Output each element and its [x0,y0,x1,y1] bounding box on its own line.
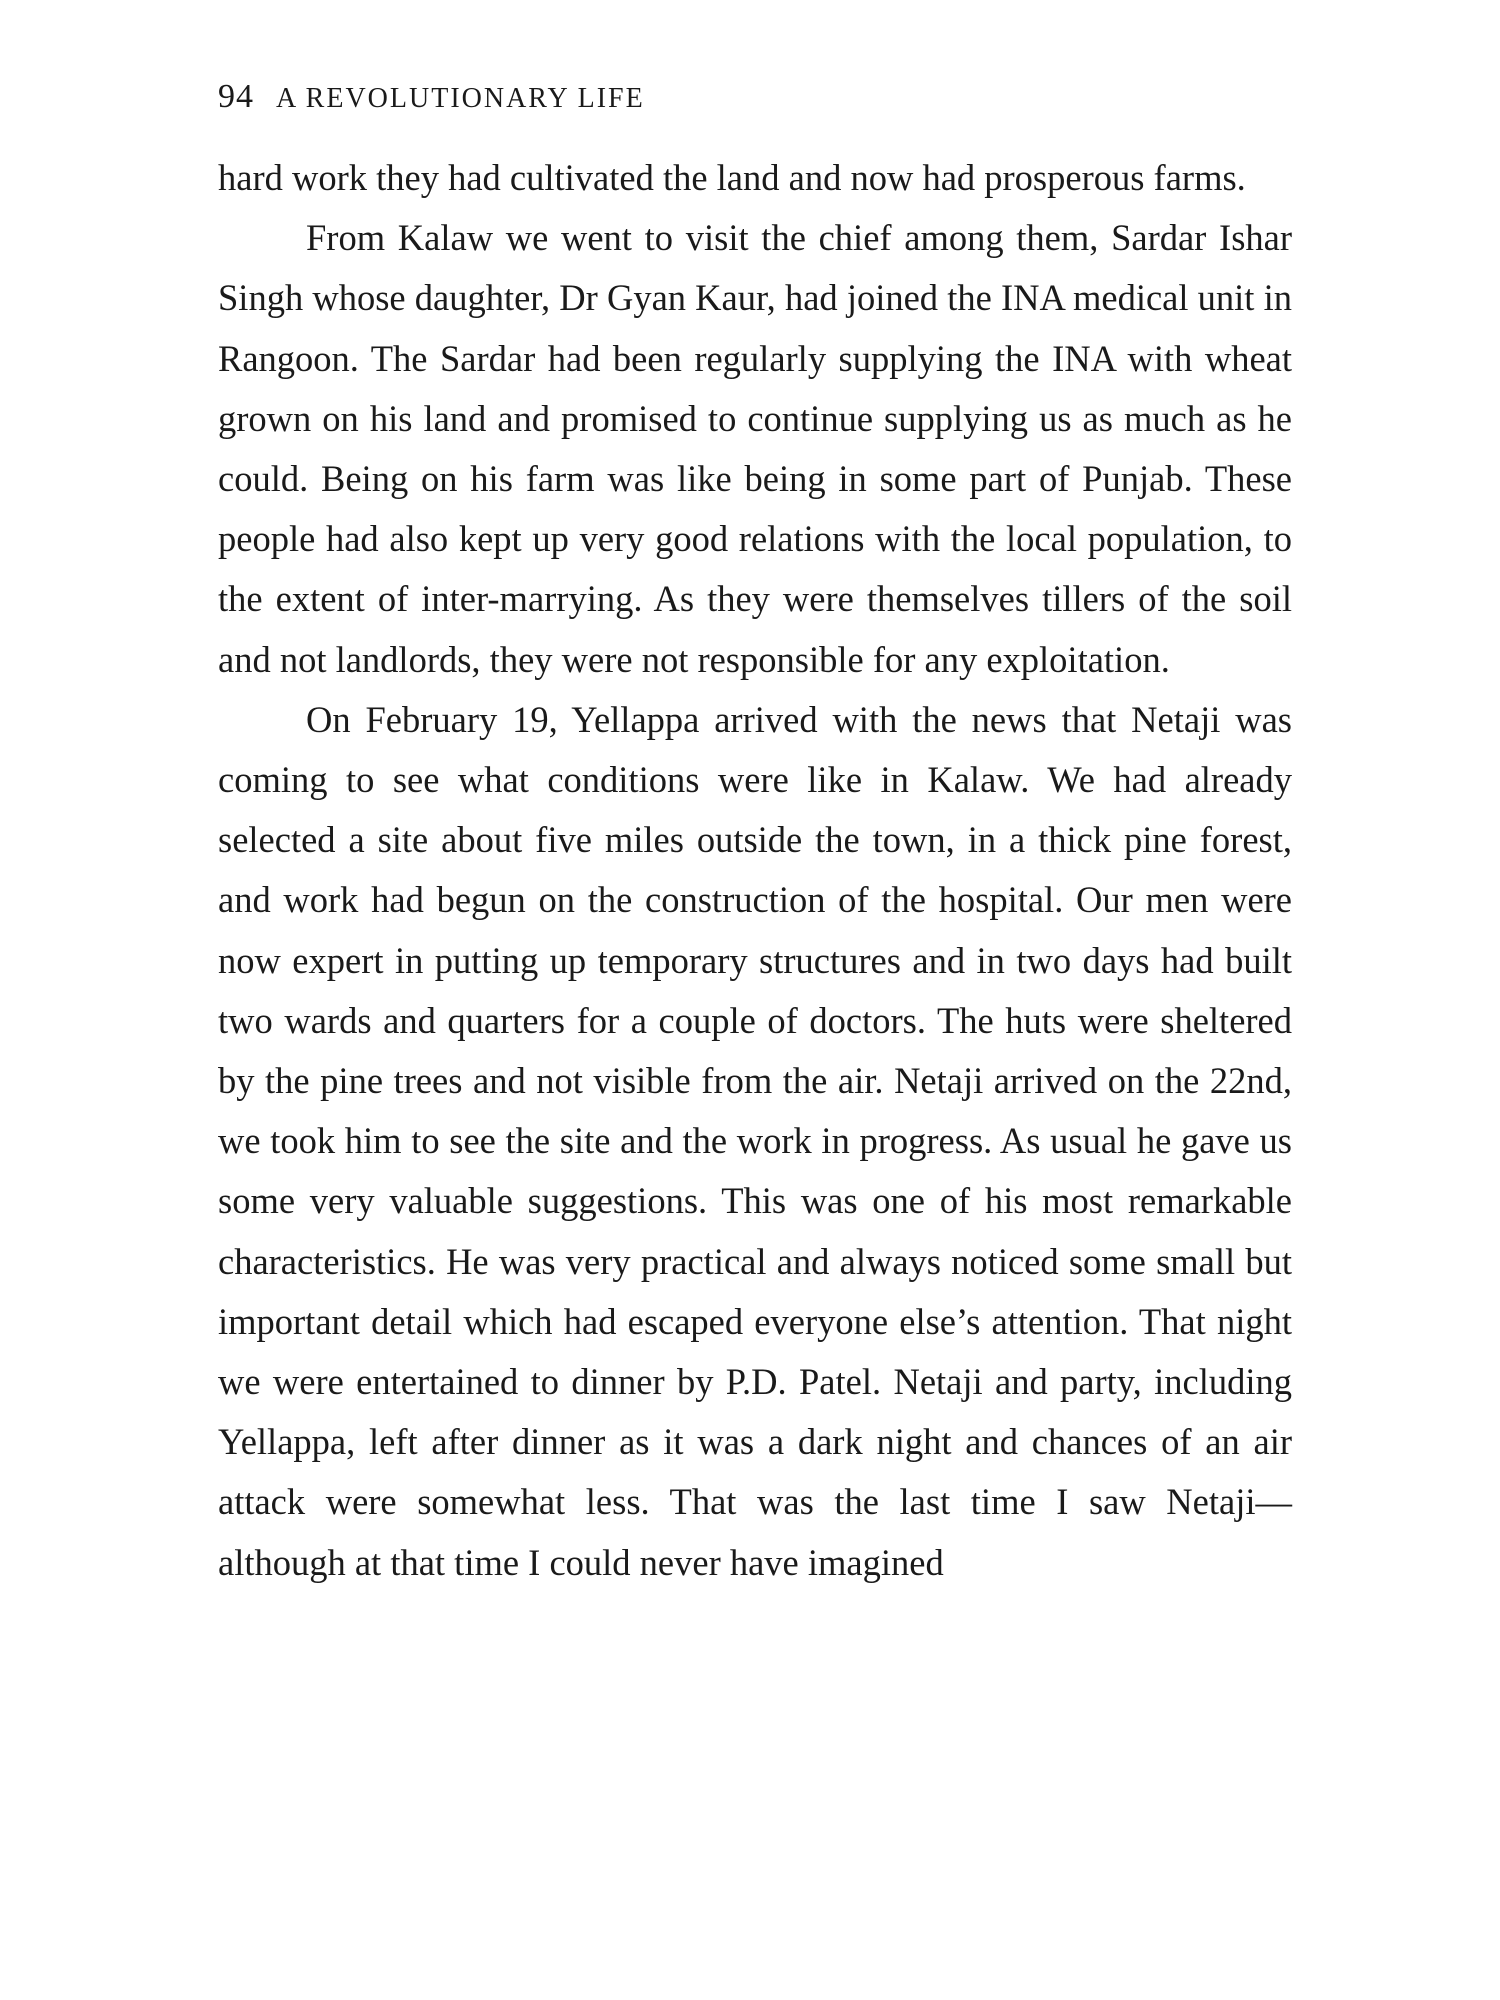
paragraph-kalaw-visit: From Kalaw we went to visit the chief among them, Sardar Ishar Singh whose daughter, Dr Gyan Kaur, had joined the INA medical unit in Rangoon. The Sardar had been regularly supplying the INA with wheat grown on his land and promised to continue supplying us as much as he could. Being on his farm was like being in some part of Punjab. These people had also kept up very good relations with the local population, to the extent of inter-marrying. As they were themselves tillers of the soil and not landlords, they were not responsible for any exploitation. [218,217,1292,680]
running-title: A REVOLUTIONARY LIFE [276,83,645,114]
body-text [218,148,1292,1593]
page-number: 94 [218,78,254,115]
paragraph-continuation: hard work they had cultivated the land and now had prosperous farms. [218,157,1246,198]
paragraph-netaji-visit: On February 19, Yellappa arrived with the news that Netaji was coming to see what conditions were like in Kalaw. We had already selected a site about five miles outside the town, in a thick pine forest, and work had begun on the construction of the hospital. Our men were now expert in putting up temporary structures and in two days had built two wards and quarters for a couple of doctors. The huts were sheltered by the pine trees and not visible from the air. Netaji arrived on the 22nd, we took him to see the site and the work in progress. As usual he gave us some very valuable suggestions. This was one of his most remarkable characteristics. He was very practical and always noticed some small but important detail which had escaped everyone else’s attention. That night we were entertained to dinner by P.D. Patel. Netaji and party, including Yellappa, left after dinner as it was a dark night and chances of an air attack were somewhat less. That was the last time I saw Netaji—although at that time I could never have imagined [218,698,1292,1583]
book-page [218,78,1292,1593]
running-head [218,78,1292,130]
